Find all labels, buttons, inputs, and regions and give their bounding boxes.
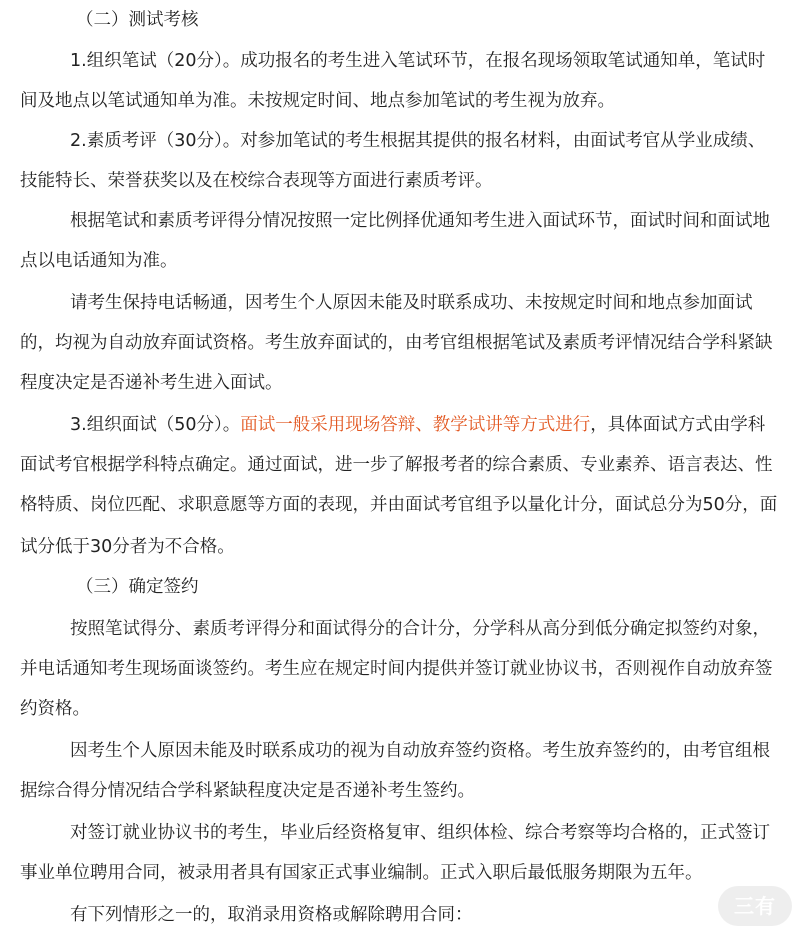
section-heading-testing: （二）测试考核 bbox=[76, 10, 199, 30]
signing-forfeit-paragraph-line-2: 据综合得分情况结合学科紧缺程度决定是否递补考生签约。 bbox=[20, 781, 475, 801]
section-heading-signing: （三）确定签约 bbox=[76, 577, 199, 597]
interview-paragraph-line-4: 试分低于30分者为不合格。 bbox=[20, 537, 235, 557]
interview-paragraph-text-b: ，具体面试方式由学科 bbox=[590, 415, 766, 435]
contract-paragraph-line-2: 事业单位聘用合同，被录用者具有国家正式事业编制。正式入职后最低服务期限为五年。 bbox=[20, 863, 703, 883]
interview-paragraph-line-1 bbox=[70, 412, 765, 438]
interview-notice-paragraph-line-1: 根据笔试和素质考评得分情况按照一定比例择优通知考生进入面试环节，面试时间和面试地 bbox=[70, 211, 770, 231]
interview-method-highlight: 面试一般采用现场答辩、教学试讲等方式进行 bbox=[240, 415, 591, 435]
phone-notice-paragraph-line-2: 的，均视为自动放弃面试资格。考生放弃面试的，由考官组根据笔试及素质考评情况结合学科紧缺 bbox=[20, 333, 773, 353]
signing-ranking-paragraph-line-1: 按照笔试得分、素质考评得分和面试得分的合计分，分学科从高分到低分确定拟签约对象， bbox=[70, 619, 770, 639]
signing-ranking-paragraph-line-2: 并电话通知考生现场面谈签约。考生应在规定时间内提供并签订就业协议书，否则视作自动放弃签 bbox=[20, 659, 773, 679]
written-exam-paragraph-line-2: 间及地点以笔试通知单为准。未按规定时间、地点参加笔试的考生视为放弃。 bbox=[20, 91, 615, 111]
phone-notice-paragraph-line-1: 请考生保持电话畅通，因考生个人原因未能及时联系成功、未按规定时间和地点参加面试 bbox=[70, 293, 753, 313]
watermark-logo: 三有 bbox=[718, 886, 792, 926]
interview-paragraph-line-3: 格特质、岗位匹配、求职意愿等方面的表现，并由面试考官组予以量化计分，面试总分为50分，面 bbox=[20, 495, 778, 515]
interview-paragraph-text-a: 3.组织面试（50分）。 bbox=[70, 415, 241, 435]
interview-paragraph-line-2: 面试考官根据学科特点确定。通过面试，进一步了解报考者的综合素质、专业素养、语言表达、性 bbox=[20, 455, 773, 475]
contract-paragraph-line-1: 对签订就业协议书的考生，毕业后经资格复审、组织体检、综合考察等均合格的，正式签订 bbox=[70, 823, 770, 843]
cancellation-paragraph-line-1: 有下列情形之一的，取消录用资格或解除聘用合同： bbox=[70, 905, 473, 925]
signing-forfeit-paragraph-line-1: 因考生个人原因未能及时联系成功的视为自动放弃签约资格。考生放弃签约的，由考官组根 bbox=[70, 741, 770, 761]
signing-ranking-paragraph-line-3: 约资格。 bbox=[20, 699, 90, 719]
quality-eval-paragraph-line-1: 2.素质考评（30分）。对参加笔试的考生根据其提供的报名材料，由面试考官从学业成绩、 bbox=[70, 131, 766, 151]
written-exam-paragraph-line-1: 1.组织笔试（20分）。成功报名的考生进入笔试环节，在报名现场领取笔试通知单，笔试时 bbox=[70, 51, 766, 71]
interview-notice-paragraph-line-2: 点以电话通知为准。 bbox=[20, 251, 178, 271]
quality-eval-paragraph-line-2: 技能特长、荣誉获奖以及在校综合表现等方面进行素质考评。 bbox=[20, 171, 493, 191]
phone-notice-paragraph-line-3: 程度决定是否递补考生进入面试。 bbox=[20, 373, 283, 393]
